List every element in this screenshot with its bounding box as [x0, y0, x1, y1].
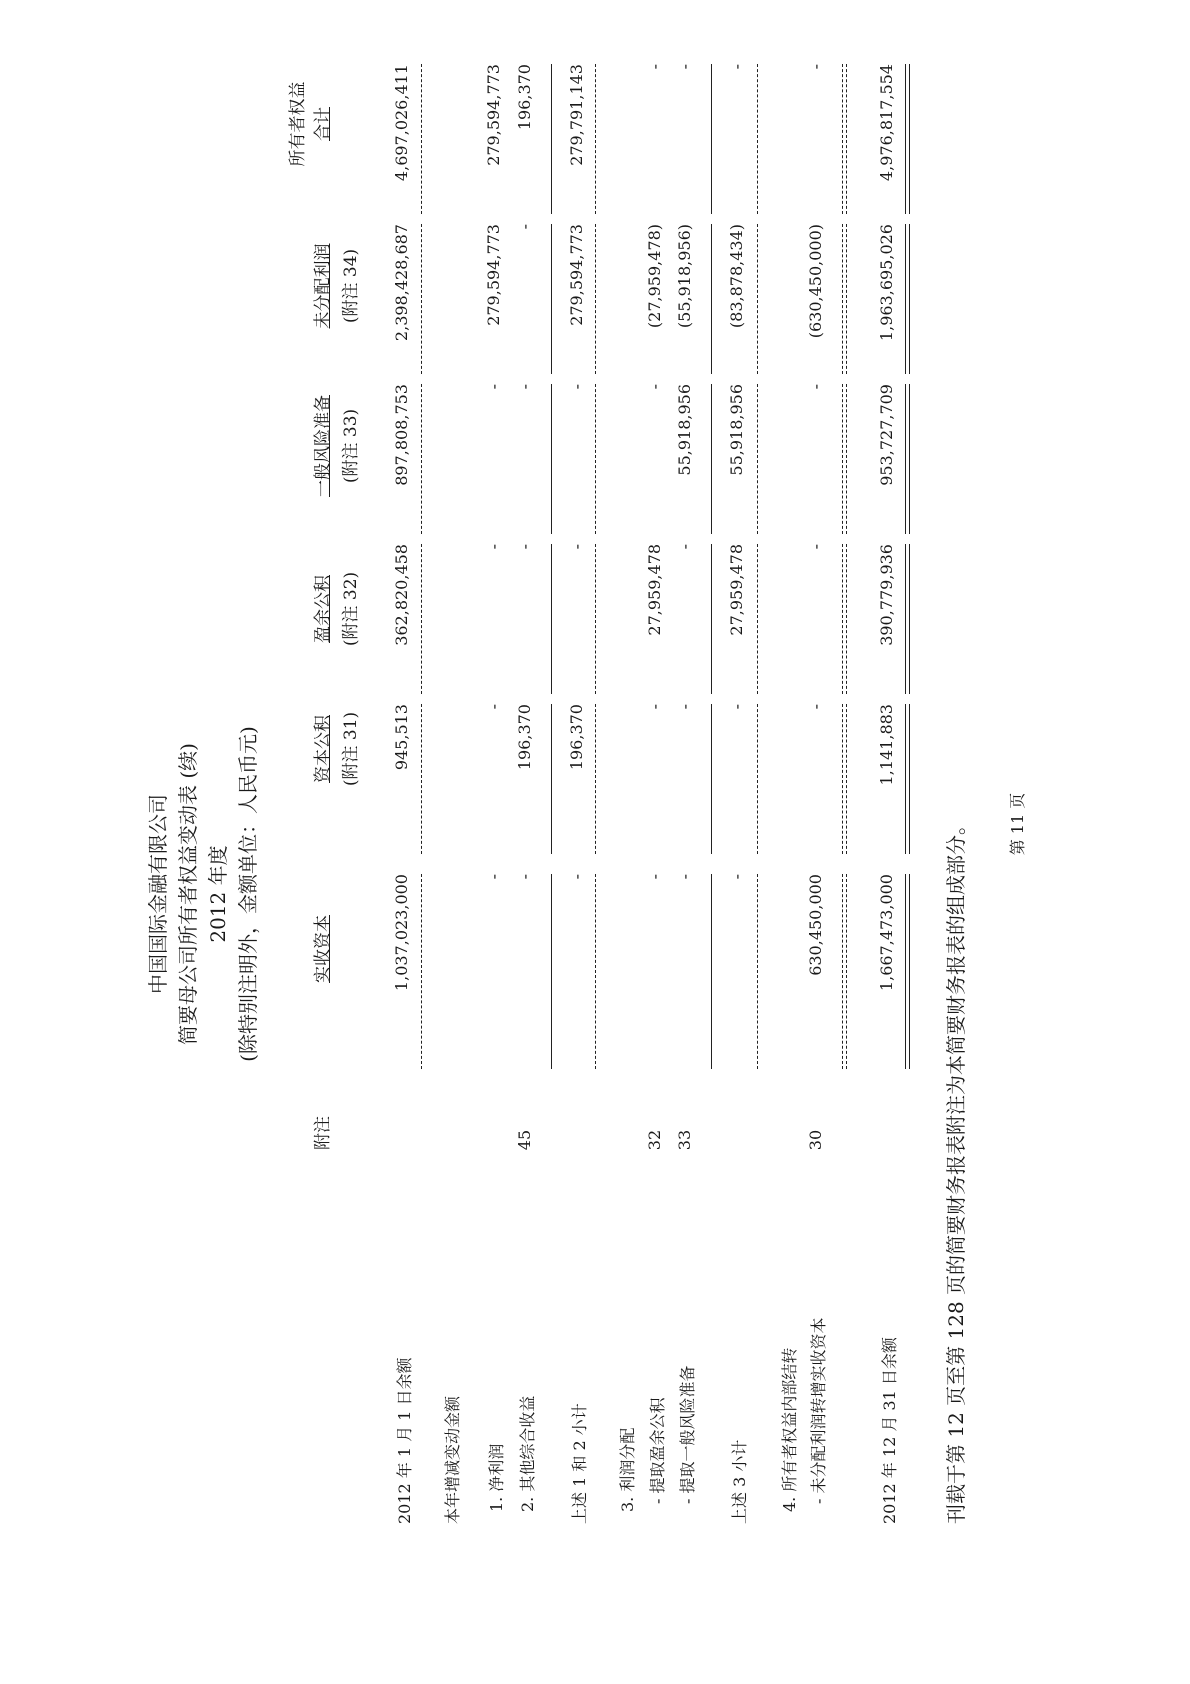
rule	[711, 874, 712, 1069]
rule	[551, 704, 552, 854]
rule	[551, 224, 552, 374]
surplus-risk-reserve: -	[645, 384, 664, 390]
risk-risk-reserve: 55,918,956	[675, 384, 694, 476]
col-retained-earnings-ref: (附注 34)	[341, 248, 361, 324]
surplus-paid-in-capital: -	[645, 874, 664, 880]
rule	[711, 704, 712, 854]
rule	[905, 64, 910, 214]
transfer-surplus-reserve: -	[806, 544, 825, 550]
rule	[595, 874, 596, 1069]
row-changes-header: 本年增减变动金额	[443, 1395, 462, 1524]
risk-capital-reserve: -	[675, 704, 694, 710]
rule	[842, 704, 847, 854]
transfer-total-equity: -	[806, 64, 825, 70]
oci-total-equity: 196,370	[515, 64, 534, 131]
rule	[551, 544, 552, 694]
oci-retained-earnings: -	[515, 224, 534, 230]
subtotal3-capital-reserve: -	[727, 704, 746, 710]
transfer-risk-reserve: -	[806, 384, 825, 390]
rule	[842, 874, 847, 1069]
net-profit-paid-in-capital: -	[484, 874, 503, 880]
rule	[595, 704, 596, 854]
col-note-header: 附注	[313, 1116, 333, 1150]
row-surplus-label: - 提取盈余公积	[648, 1397, 667, 1504]
row-transfer-note: 30	[806, 1129, 825, 1151]
subtotal12-capital-reserve: 196,370	[567, 704, 586, 771]
row-oci-label: 2. 其他综合收益	[518, 1395, 537, 1512]
risk-retained-earnings: (55,918,956)	[675, 224, 694, 329]
rule	[905, 544, 910, 694]
statement-year: 2012 年度	[206, 845, 230, 943]
subtotal3-risk-reserve: 55,918,956	[727, 384, 746, 476]
row-transfer-label: - 未分配利润转增实收资本	[809, 1317, 828, 1504]
rule	[842, 544, 847, 694]
closing-retained-earnings: 1,963,695,026	[877, 224, 896, 342]
rule	[421, 704, 422, 854]
risk-surplus-reserve: -	[675, 544, 694, 550]
rule	[842, 64, 847, 214]
rule	[551, 874, 552, 1069]
net-profit-capital-reserve: -	[484, 704, 503, 710]
col-risk-reserve-ref: (附注 33)	[341, 408, 361, 484]
net-profit-total-equity: 279,594,773	[484, 64, 503, 166]
surplus-retained-earnings: (27,959,478)	[645, 224, 664, 329]
opening-paid-in-capital: 1,037,023,000	[392, 874, 411, 992]
rule	[711, 544, 712, 694]
subtotal12-surplus-reserve: -	[567, 544, 586, 550]
oci-surplus-reserve: -	[515, 544, 534, 550]
net-profit-risk-reserve: -	[484, 384, 503, 390]
rule	[421, 384, 422, 534]
opening-risk-reserve: 897,808,753	[392, 384, 411, 486]
opening-surplus-reserve: 362,820,458	[392, 544, 411, 646]
rule	[757, 874, 758, 1069]
col-surplus-reserve-ref: (附注 32)	[341, 571, 361, 647]
row-surplus-note: 32	[645, 1129, 664, 1151]
rule	[595, 64, 596, 214]
row-risk-label: - 提取一般风险准备	[678, 1365, 697, 1504]
rule	[757, 704, 758, 854]
col-total-equity-header: 所有者权益	[288, 81, 308, 167]
risk-total-equity: -	[675, 64, 694, 70]
row-risk-note: 33	[675, 1129, 694, 1151]
row-net-profit-label: 1. 净利润	[487, 1443, 506, 1512]
surplus-capital-reserve: -	[645, 704, 664, 710]
rule	[595, 224, 596, 374]
rule	[757, 384, 758, 534]
risk-paid-in-capital: -	[675, 874, 694, 880]
subtotal12-total-equity: 279,791,143	[567, 64, 586, 166]
subtotal12-paid-in-capital: -	[567, 874, 586, 880]
subtotal3-retained-earnings: (83,878,434)	[727, 224, 746, 329]
net-profit-surplus-reserve: -	[484, 544, 503, 550]
surplus-surplus-reserve: 27,959,478	[645, 544, 664, 636]
rule	[421, 224, 422, 374]
rule	[711, 384, 712, 534]
row-subtotal-12-label: 上述 1 和 2 小计	[570, 1403, 589, 1524]
col-capital-reserve-header: 资本公积	[313, 715, 333, 783]
rule	[905, 224, 910, 374]
transfer-retained-earnings: (630,450,000)	[806, 224, 825, 339]
subtotal3-surplus-reserve: 27,959,478	[727, 544, 746, 636]
rule	[905, 384, 910, 534]
transfer-paid-in-capital: 630,450,000	[806, 874, 825, 976]
closing-risk-reserve: 953,727,709	[877, 384, 896, 486]
oci-paid-in-capital: -	[515, 874, 534, 880]
opening-total-equity: 4,697,026,411	[392, 64, 411, 182]
rule	[421, 64, 422, 214]
rule	[842, 224, 847, 374]
company-name: 中国国际金融有限公司	[146, 794, 170, 994]
row-profit-distribution-header: 3. 利润分配	[618, 1427, 637, 1512]
subtotal3-paid-in-capital: -	[727, 874, 746, 880]
closing-capital-reserve: 1,141,883	[877, 704, 896, 786]
net-profit-retained-earnings: 279,594,773	[484, 224, 503, 326]
closing-surplus-reserve: 390,779,936	[877, 544, 896, 646]
rule	[711, 224, 712, 374]
col-retained-earnings-header: 未分配利润	[313, 243, 333, 329]
closing-total-equity: 4,976,817,554	[877, 64, 896, 182]
rule	[595, 544, 596, 694]
row-closing-label: 2012 年 12 月 31 日余额	[880, 1337, 899, 1524]
rule	[711, 64, 712, 214]
rule	[551, 64, 552, 214]
col-paid-in-capital-header: 实收资本	[313, 915, 333, 983]
rule	[905, 704, 910, 854]
rule	[905, 874, 910, 1069]
col-capital-reserve-ref: (附注 31)	[341, 711, 361, 787]
rule	[551, 384, 552, 534]
footnote: 刊载于第 12 页至第 128 页的简要财务报表附注为本简要财务报表的组成部分。	[944, 814, 968, 1524]
closing-paid-in-capital: 1,667,473,000	[877, 874, 896, 992]
col-surplus-reserve-header: 盈余公积	[313, 575, 333, 643]
rule	[421, 874, 422, 1069]
rule	[421, 544, 422, 694]
page-number: 第 11 页	[1008, 792, 1027, 856]
rule	[842, 384, 847, 534]
subtotal12-retained-earnings: 279,594,773	[567, 224, 586, 326]
col-total-equity-header-2: 合计	[313, 107, 333, 141]
row-transfer-header: 4. 所有者权益内部结转	[780, 1347, 799, 1512]
surplus-total-equity: -	[645, 64, 664, 70]
currency-unit: (除特别注明外，金额单位：人民币元)	[236, 726, 260, 1062]
col-risk-reserve-header: 一般风险准备	[313, 395, 333, 497]
oci-capital-reserve: 196,370	[515, 704, 534, 771]
opening-capital-reserve: 945,513	[392, 704, 411, 771]
oci-risk-reserve: -	[515, 384, 534, 390]
row-oci-note: 45	[515, 1129, 534, 1151]
subtotal3-total-equity: -	[727, 64, 746, 70]
transfer-capital-reserve: -	[806, 704, 825, 710]
rule	[757, 64, 758, 214]
row-subtotal-3-label: 上述 3 小计	[730, 1439, 749, 1524]
subtotal12-risk-reserve: -	[567, 384, 586, 390]
row-opening-label: 2012 年 1 月 1 日余额	[395, 1357, 414, 1524]
opening-retained-earnings: 2,398,428,687	[392, 224, 411, 342]
rule	[757, 544, 758, 694]
rule	[757, 224, 758, 374]
statement-title: 简要母公司所有者权益变动表 (续)	[176, 743, 200, 1045]
rule	[595, 384, 596, 534]
